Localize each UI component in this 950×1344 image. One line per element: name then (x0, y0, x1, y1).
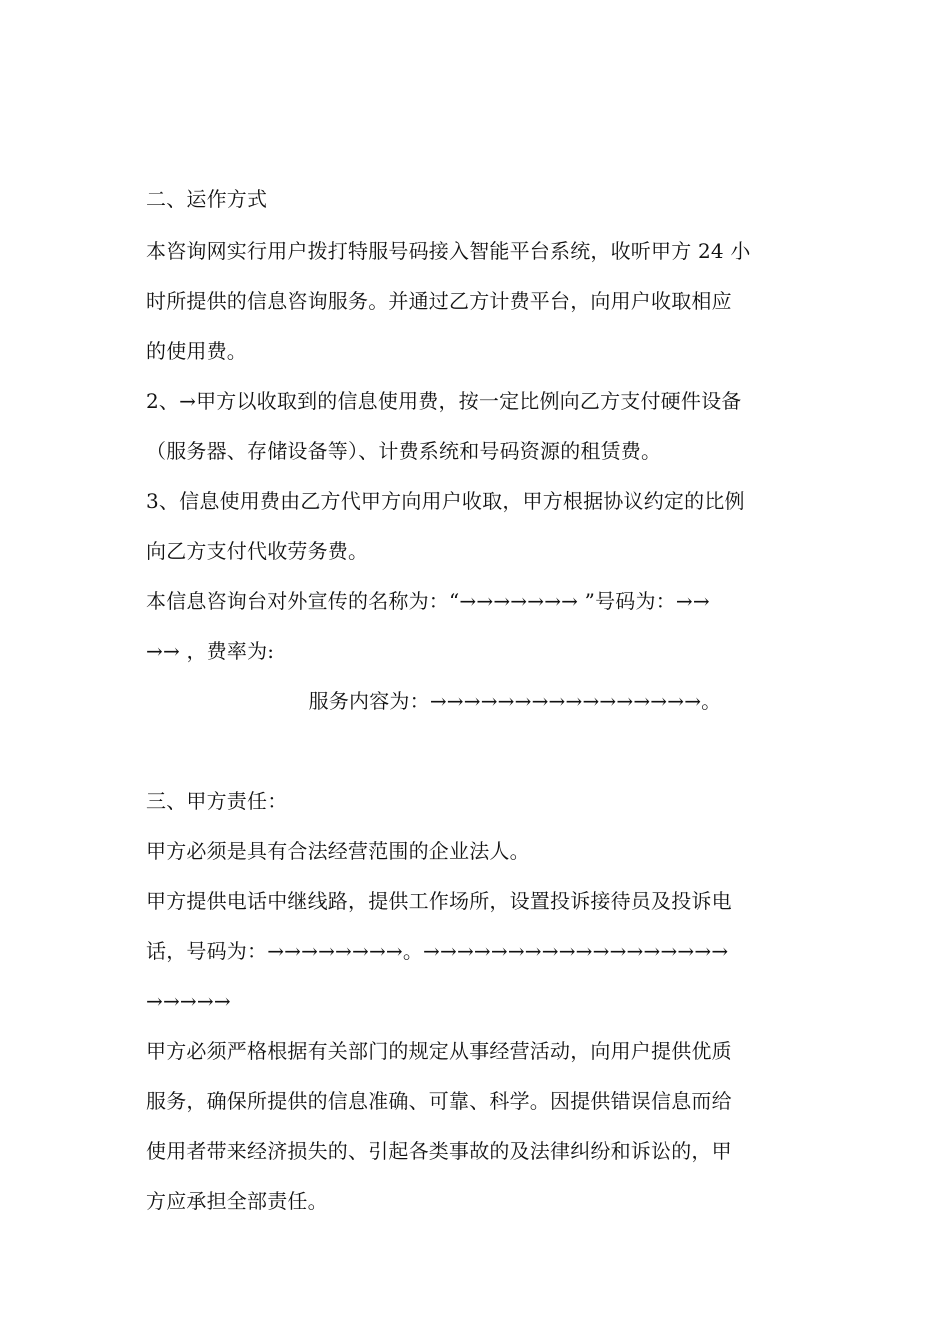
paragraph-line: 向乙方支付代收劳务费。 (146, 539, 369, 563)
service-content-line: 服务内容为：→→→→→→→→→→→→→→→→。 (308, 689, 722, 713)
section-heading-operation: 二、运作方式 (146, 187, 268, 211)
section-heading-party-a-duties: 三、甲方责任： (146, 789, 288, 813)
paragraph-line: 本咨询网实行用户拨打特服号码接入智能平台系统，收听甲方 24 小 (146, 239, 751, 263)
paragraph-line: →→→→→ (146, 989, 231, 1013)
paragraph-line: →→ ，费率为: (146, 639, 275, 663)
paragraph-line: 本信息咨询台对外宣传的名称为：“→→→→→→→ ”号码为：→→ (146, 589, 710, 613)
paragraph-line: 的使用费。 (146, 339, 247, 363)
paragraph-line: 方应承担全部责任。 (146, 1189, 328, 1213)
paragraph-line: 3、信息使用费由乙方代甲方向用户收取，甲方根据协议约定的比例 (146, 489, 745, 513)
paragraph-line: 甲方必须严格根据有关部门的规定从事经营活动，向用户提供优质 (146, 1039, 732, 1063)
paragraph-line: 时所提供的信息咨询服务。并通过乙方计费平台，向用户收取相应 (146, 289, 732, 313)
paragraph-line: 2、→甲方以收取到的信息使用费，按一定比例向乙方支付硬件设备 (146, 389, 742, 413)
paragraph-line: 甲方提供电话中继线路，提供工作场所，设置投诉接待员及投诉电 (146, 889, 732, 913)
paragraph-line: 甲方必须是具有合法经营范围的企业法人。 (146, 839, 530, 863)
paragraph-line: 使用者带来经济损失的、引起各类事故的及法律纠纷和诉讼的，甲 (146, 1139, 732, 1163)
paragraph-line: 服务，确保所提供的信息准确、可靠、科学。因提供错误信息而给 (146, 1089, 732, 1113)
paragraph-line: （服务器、存储设备等）、计费系统和号码资源的租赁费。 (146, 439, 662, 463)
paragraph-line: 话，号码为：→→→→→→→→。→→→→→→→→→→→→→→→→→→ (146, 939, 729, 963)
